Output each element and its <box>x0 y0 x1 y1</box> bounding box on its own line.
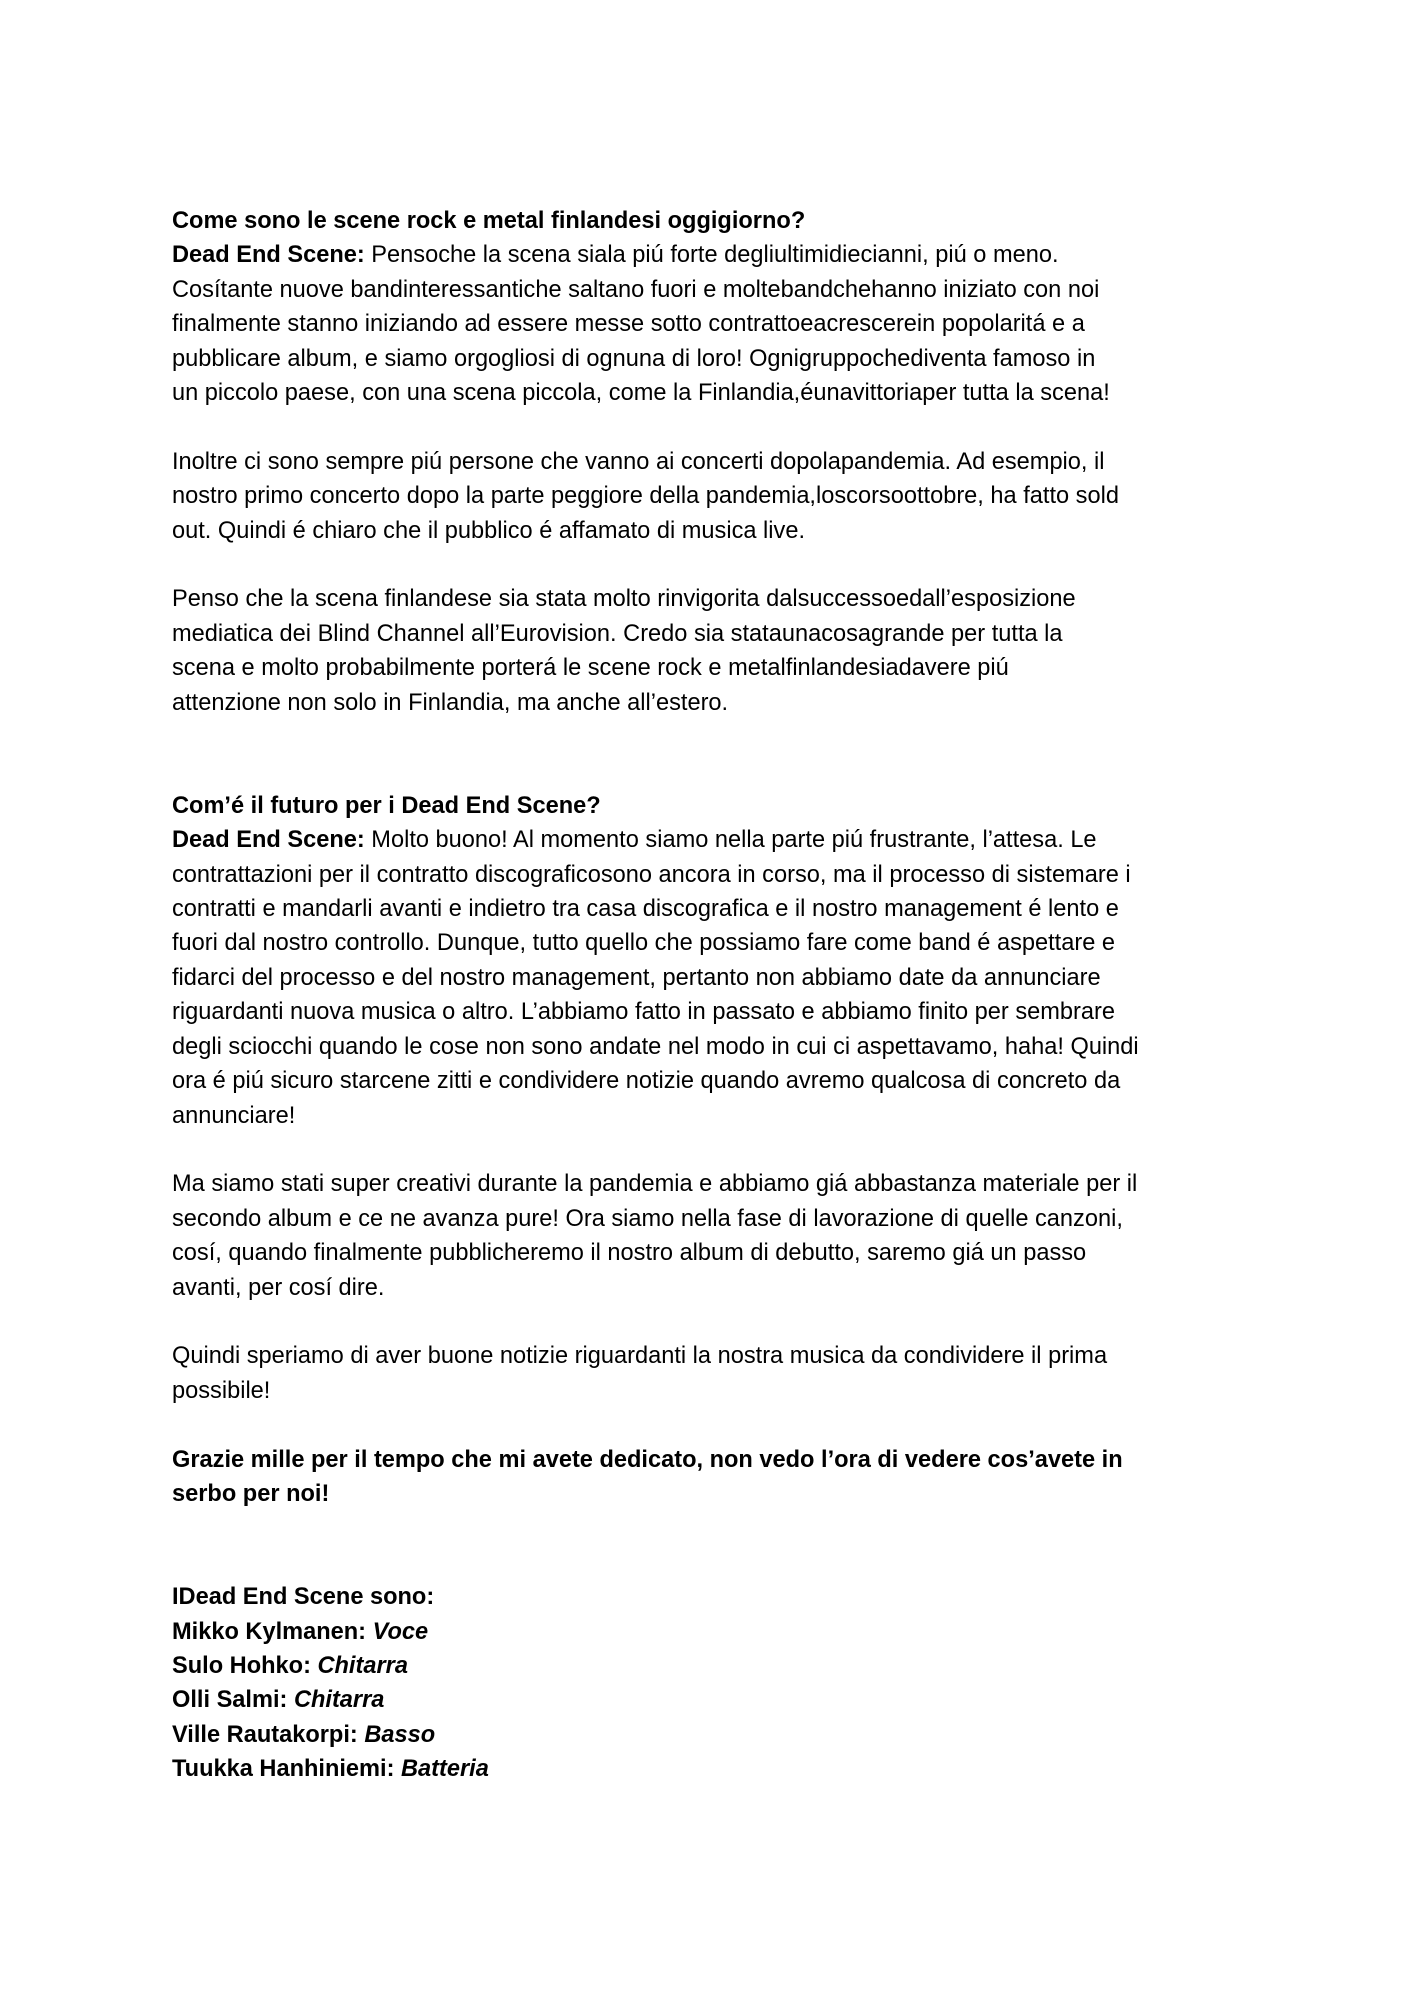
closing-thanks: Grazie mille per il tempo che mi avete dedicato, non vedo l’ora di vedere cos’avete in serbo per noi! <box>172 1446 1123 1507</box>
answer-text: attenzione non solo in Finlandia, ma anche all’estero. <box>172 689 729 716</box>
answer-text: mediatica dei Blind Channel all’Eurovision. Credo sia stataunacosagrande per tutta la <box>172 620 1063 647</box>
speaker-label: Dead End Scene: <box>172 242 365 269</box>
lineup-member: Olli Salmi: Chitarra <box>172 1687 385 1714</box>
answer-text: degli sciocchi quando le cose non sono andate nel modo in cui ci aspettavamo, haha! Quindi <box>172 1033 1139 1060</box>
member-role: Batteria <box>400 1756 489 1783</box>
answer-text: Quindi speriamo di aver buone notizie riguardanti la nostra musica da condividere il prima <box>172 1343 1108 1370</box>
answer-text: ora é piú sicuro starcene zitti e condividere notizie quando avremo qualcosa di concreto da <box>172 1068 1121 1095</box>
answer-paragraph <box>172 238 1312 410</box>
answer-text: avanti, per cosí dire. <box>172 1274 385 1301</box>
answer-paragraph <box>172 1167 1312 1305</box>
lineup-member: Sulo Hohko: Chitarra <box>172 1652 408 1679</box>
answer-paragraph <box>172 582 1312 720</box>
band-lineup <box>172 1580 1312 1786</box>
member-role: Voce <box>372 1618 429 1645</box>
lineup-member: Ville Rautakorpi: Basso <box>172 1721 436 1748</box>
answer-text: riguardanti nuova musica o altro. L’abbiamo fatto in passato e abbiamo finito per sembrare <box>172 999 1115 1026</box>
answer-text: pubblicare album, e siamo orgogliosi di ognuna di loro! Ognigruppochediventa famoso in <box>172 345 1096 372</box>
lineup-heading: IDead End Scene sono: <box>172 1584 435 1611</box>
answer-text: scena e molto probabilmente porterá le scene rock e metalfinlandesiadavere piú <box>172 655 1009 682</box>
answer-text: Penso che la scena finlandese sia stata molto rinvigorita dalsuccessoedall’esposizione <box>172 586 1076 613</box>
answer-text: Cosítante nuove bandinteressantiche saltano fuori e moltebandchehanno iniziato con noi <box>172 276 1100 303</box>
answer-text: out. Quindi é chiaro che il pubblico é affamato di musica live. <box>172 517 806 544</box>
answer-text: Inoltre ci sono sempre piú persone che vanno ai concerti dopolapandemia. Ad esempio, il <box>172 448 1105 475</box>
section-future <box>172 789 1312 1408</box>
question-heading: Come sono le scene rock e metal finlandesi oggigiorno? <box>172 208 806 234</box>
answer-text: cosí, quando finalmente pubblicheremo il nostro album di debutto, saremo giá un passo <box>172 1240 1087 1267</box>
document-page <box>172 204 1312 1787</box>
answer-text: annunciare! <box>172 1102 296 1129</box>
answer-text: secondo album e ce ne avanza pure! Ora siamo nella fase di lavorazione di quelle canzoni, <box>172 1205 1123 1232</box>
member-role: Basso <box>364 1721 436 1748</box>
answer-text: Ma siamo stati super creativi durante la pandemia e abbiamo giá abbastanza materiale per il <box>172 1171 1138 1198</box>
answer-text: possibile! <box>172 1377 271 1404</box>
speaker-label: Dead End Scene: <box>172 827 365 854</box>
section-current-scene <box>172 204 1312 720</box>
answer-text: fuori dal nostro controllo. Dunque, tutto quello che possiamo fare come band é aspettare e <box>172 930 1116 957</box>
member-role: Chitarra <box>293 1687 385 1714</box>
answer-text: Pensoche la scena siala piú forte degliultimidiecianni, piú o meno. <box>364 242 1059 269</box>
answer-text: contrattazioni per il contratto discograficosono ancora in corso, ma il processo di sistemare i <box>172 861 1131 888</box>
member-role: Chitarra <box>317 1652 408 1679</box>
lineup-member: Tuukka Hanhiniemi: Batteria <box>172 1756 489 1783</box>
answer-text: fidarci del processo e del nostro management, pertanto non abbiamo date da annunciare <box>172 964 1101 991</box>
answer-text: finalmente stanno iniziando ad essere messe sotto contrattoeacrescerein popolaritá e a <box>172 311 1085 338</box>
answer-paragraph <box>172 1339 1312 1408</box>
answer-text: nostro primo concerto dopo la parte peggiore della pandemia,loscorsoottobre, ha fatto sold <box>172 483 1119 510</box>
lineup-member: Mikko Kylmanen: Voce <box>172 1618 429 1645</box>
answer-paragraph <box>172 823 1312 1133</box>
question-heading: Com’é il futuro per i Dead End Scene? <box>172 792 601 819</box>
answer-text: un piccolo paese, con una scena piccola, come la Finlandia,éunavittoriaper tutta la scena! <box>172 380 1110 407</box>
answer-text: contratti e mandarli avanti e indietro tra casa discografica e il nostro management é lento e <box>172 896 1119 923</box>
answer-text: Molto buono! Al momento siamo nella parte piú frustrante, l’attesa. Le <box>364 827 1097 854</box>
answer-paragraph <box>172 445 1312 548</box>
